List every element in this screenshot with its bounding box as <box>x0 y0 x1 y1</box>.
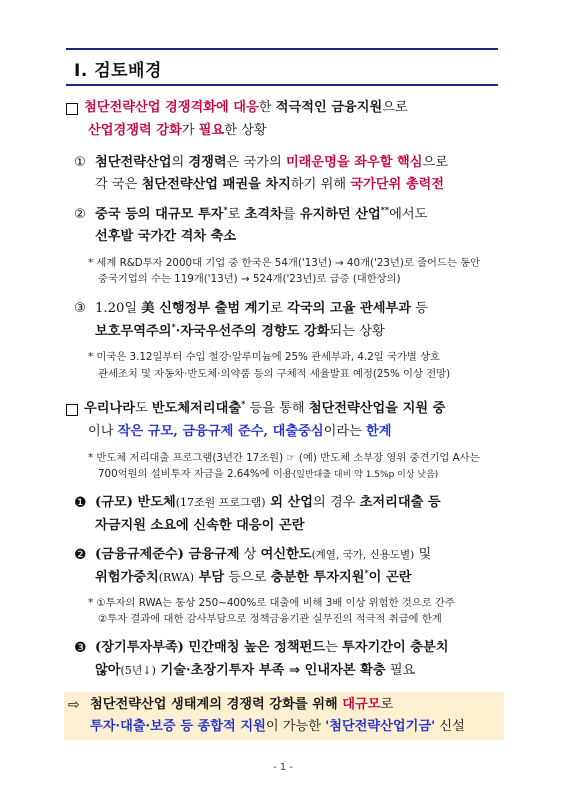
text-bold: 적극적인 금융지원 <box>275 100 383 115</box>
text-small: (계열, 국가, 신용도별) <box>311 549 415 561</box>
text: 각 국은 <box>95 177 142 192</box>
footnote-line: * 반도체 저리대출 프로그램(3년간 17조원) ☞ (예) 반도체 소부장 영위 중견기업 A사는 <box>88 452 480 464</box>
item-number: ❶ <box>74 495 87 511</box>
footnote-line: 중국기업의 수는 119개('13년) → 524개('23년)로 급증 (대한상의) <box>98 273 401 285</box>
text: 가 <box>181 123 199 138</box>
footnote-mark: * <box>223 204 228 215</box>
footnote-line: ②투자 결과에 대한 감사부담으로 정책금융기관 실무진의 적극적 취급에 한계 <box>98 613 442 625</box>
text-bold: ⇒ <box>284 663 305 678</box>
text: 한 상황 <box>224 123 267 138</box>
text-small: (17조원 프로그램) <box>175 496 266 509</box>
footnote-line: * ①투자의 RWA는 통상 250~400%로 대출에 비해 3배 이상 위험한 것으로 간주 <box>88 597 455 609</box>
item-5-line-1 <box>95 546 431 564</box>
item-2-line-2: 선후발 국가간 격차 축소 <box>95 229 237 244</box>
text-bold: 美 신행정부 출범 계기 <box>141 301 271 316</box>
text: 는 <box>325 640 343 655</box>
text: 상 <box>239 547 261 562</box>
square-bullet-icon <box>66 404 78 416</box>
text: 등을 통해 <box>245 401 309 416</box>
text: 700억원의 설비투자 자금을 2.64%에 이용 <box>98 468 293 480</box>
section-header-bottom-rule <box>66 84 498 86</box>
section-header-top-rule <box>66 48 498 50</box>
text: 로 <box>380 697 394 712</box>
text-highlight: 국가단위 총력전 <box>350 177 445 192</box>
text: 이나 <box>88 424 118 439</box>
text: 신설 <box>435 719 465 734</box>
text-highlight: 필요 <box>198 123 225 138</box>
text-bold: 외 산업 <box>265 495 314 510</box>
text: 은 국가의 <box>226 155 286 170</box>
item-3-line-1 <box>95 300 428 318</box>
text-highlight-blue: 투자·대출·보증 등 종합적 지원 <box>90 719 266 734</box>
footnote-mark: * <box>171 321 176 332</box>
footnote-line: * 세계 R&D투자 2000대 기업 중 한국은 54개('13년) → 40개('23년)로 줄어드는 동안 <box>88 257 481 269</box>
item-number: ❷ <box>74 547 87 563</box>
text: 으로 <box>382 100 408 115</box>
text-highlight: 첨단전략산업 경쟁격화에 대응 <box>84 100 259 115</box>
text-bold: (규모) 반도체 <box>95 495 176 510</box>
text: 로 <box>270 301 288 316</box>
paragraph-2-line-2 <box>88 423 391 441</box>
text: 등 <box>410 301 428 316</box>
text-bold: 이 곤란 <box>368 570 412 585</box>
summary-line-1 <box>90 696 393 714</box>
text-bold: 위험가중치 <box>95 570 159 585</box>
text-bold: 보호무역주의 <box>95 324 172 339</box>
item-3-line-2 <box>95 323 385 341</box>
text-highlight: 산업경쟁력 강화 <box>88 123 182 138</box>
item-5-line-2 <box>95 569 411 587</box>
text-highlight: 미래운명을 좌우할 핵심 <box>285 155 423 170</box>
square-bullet-icon <box>66 103 78 115</box>
text-bold: 중국 등의 대규모 투자 <box>95 207 224 222</box>
text-highlight-blue: 작은 규모, 금융규제 준수, 대출중심 <box>117 424 324 439</box>
text: 에서도 <box>389 207 428 222</box>
text-bold: 여신한도 <box>260 547 312 562</box>
text-small: (RWA) <box>158 571 195 584</box>
text-bold: 기술·초장기투자 부족 <box>155 663 285 678</box>
text: 의 <box>171 155 189 170</box>
item-4-line-1 <box>95 494 441 512</box>
item-2-line-1 <box>95 206 427 224</box>
text: 한 <box>258 100 276 115</box>
item-number: ① <box>74 155 86 170</box>
text: 으로 <box>422 155 448 170</box>
text-bold: 첨단전략산업 패권을 차지 <box>141 177 291 192</box>
text: 필요 <box>385 663 416 678</box>
text-bold: 투자기간이 충분치 <box>342 640 449 655</box>
footnote-line: 관세조치 및 자동차·반도체·의약품 등의 구체적 세율발표 예정(25% 이상 전망) <box>98 368 451 380</box>
paragraph-1-line-2 <box>88 122 267 140</box>
text-bold: (금융규제준수) 금융규제 <box>95 547 240 562</box>
text-bold: ·자국우선주의 경향도 강화 <box>175 324 330 339</box>
text-bold: 인내자본 확충 <box>304 663 386 678</box>
text: 및 <box>414 547 432 562</box>
text: 1.20일 <box>95 301 142 316</box>
text: 이 가능한 <box>265 719 326 734</box>
page-number: - 1 - <box>273 762 293 773</box>
text: 되는 상황 <box>329 324 385 339</box>
item-1-line-1 <box>95 154 448 172</box>
text: 이라는 <box>323 424 366 439</box>
footnote-mark: ** <box>380 204 390 215</box>
summary-line-2 <box>90 718 465 736</box>
text-bold: 초저리대출 등 <box>359 495 441 510</box>
text-bold: 첨단전략산업을 지원 중 <box>308 401 446 416</box>
text: 의 경우 <box>313 495 360 510</box>
text-bold: (장기투자부족) 민간매칭 높은 정책펀드 <box>95 640 326 655</box>
footnote-line <box>98 467 438 483</box>
text-bold: 충분한 투자지원 <box>270 570 365 585</box>
text-bold: 우리나라 <box>84 401 135 416</box>
text-bold: 부담 <box>194 570 225 585</box>
text: 를 <box>282 207 300 222</box>
footnote-mark: * <box>241 398 246 409</box>
text-highlight: 대규모 <box>342 697 381 712</box>
arrow-icon: ⇨ <box>68 697 80 713</box>
item-1-line-2 <box>95 176 444 194</box>
text-bold: 유지하던 산업 <box>299 207 381 222</box>
text: 하기 위해 <box>290 177 351 192</box>
paragraph-2-line-1 <box>84 400 445 418</box>
paragraph-1-line-1 <box>84 99 408 117</box>
item-6-line-2 <box>95 662 415 680</box>
item-number: ② <box>74 207 86 222</box>
text-small: (5년↓) <box>120 664 156 677</box>
text-bold: 반도체저리대출 <box>151 401 242 416</box>
item-4-line-2: 자금지원 소요에 신속한 대응이 곤란 <box>95 518 305 533</box>
text-bold: 초격차 <box>244 207 283 222</box>
text-highlight-blue: '첨단전략산업기금' <box>325 719 436 734</box>
footnote-mark: * <box>364 567 369 578</box>
text-bold: 않아 <box>95 663 121 678</box>
text-bold: 첨단전략산업 <box>95 155 172 170</box>
item-number: ❸ <box>74 640 87 656</box>
text-bold: 각국의 고율 관세부과 <box>287 301 411 316</box>
text: 로 <box>227 207 245 222</box>
text-bold: 경쟁력 <box>188 155 227 170</box>
footnote-line: * 미국은 3.12일부터 수입 철강·알루미늄에 25% 관세부과, 4.2일 국가별 상호 <box>88 351 441 363</box>
section-title: Ⅰ. 검토배경 <box>74 61 162 81</box>
item-6-line-1 <box>95 639 449 657</box>
text: 등으로 <box>224 570 271 585</box>
item-number: ③ <box>74 301 86 316</box>
text-small: (일반대출 대비 약 1.5%p 이상 낮음) <box>292 470 439 480</box>
text: 도 <box>134 401 152 416</box>
text-bold: 첨단전략산업 생태계의 경쟁력 강화를 위해 <box>90 697 343 712</box>
text-highlight-blue: 한계 <box>366 424 392 439</box>
